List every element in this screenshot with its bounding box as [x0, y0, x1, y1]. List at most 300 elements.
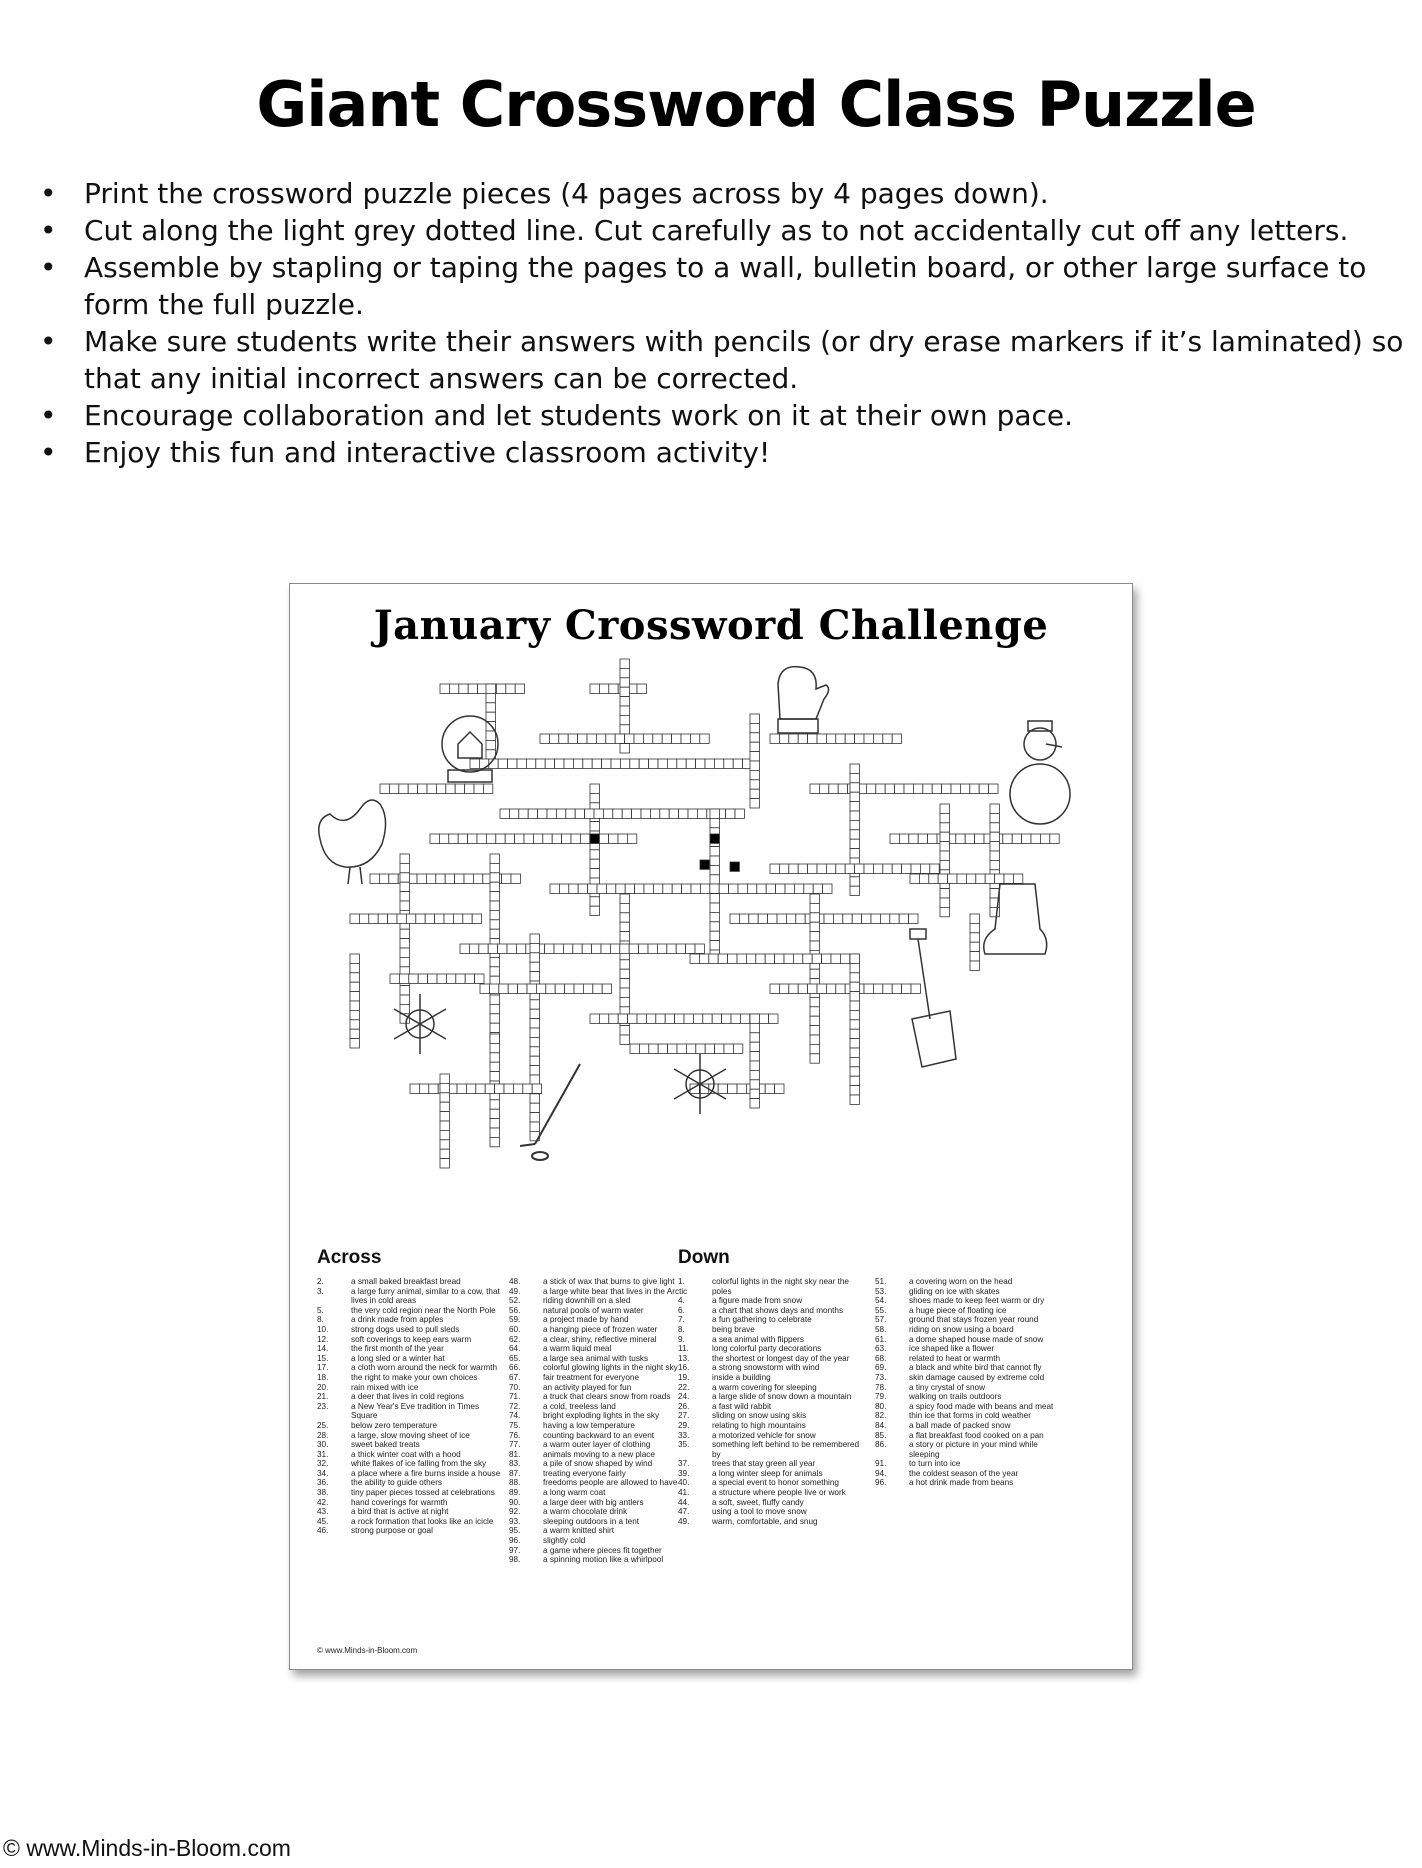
clue-text: trees that stay green all year	[712, 1459, 816, 1469]
clue-number: 89.	[509, 1488, 521, 1498]
clue-text: treating everyone fairly	[543, 1468, 626, 1478]
clue-number: 73.	[875, 1372, 887, 1382]
clue-text: relating to high mountains	[712, 1420, 806, 1430]
clue-number: 26.	[678, 1401, 690, 1411]
mitten-icon	[778, 667, 829, 733]
clue-item	[509, 1421, 699, 1431]
clue-number: 84.	[875, 1420, 887, 1430]
clue-number: 80.	[875, 1401, 887, 1411]
clue-text: a motorized vehicle for snow	[712, 1430, 816, 1440]
clue-text: walking on trails outdoors	[909, 1392, 1002, 1402]
clue-item	[509, 1488, 699, 1498]
clue-number: 60.	[509, 1324, 521, 1334]
clue-number: 13.	[678, 1353, 690, 1363]
clue-item	[509, 1363, 699, 1373]
clue-number: 58.	[875, 1324, 887, 1334]
clue-item	[317, 1459, 507, 1469]
clue-item	[509, 1507, 699, 1517]
clue-number: 9.	[678, 1334, 685, 1344]
clue-number: 23.	[317, 1401, 329, 1411]
clue-text: freedoms people are allowed to have	[543, 1478, 678, 1488]
clue-item	[317, 1469, 507, 1479]
clue-number: 88.	[509, 1478, 521, 1488]
clue-text: using a tool to move snow	[712, 1507, 807, 1517]
clue-text: sliding on snow using skis	[712, 1411, 807, 1421]
clue-text: a warm outer layer of clothing	[543, 1440, 651, 1450]
clue-item	[317, 1478, 507, 1488]
clue-number: 35.	[678, 1440, 690, 1450]
clue-number: 78.	[875, 1382, 887, 1392]
clue-number: 19.	[678, 1372, 690, 1382]
clue-item	[509, 1354, 699, 1364]
down-clue-column	[678, 1277, 868, 1526]
clue-number: 38.	[317, 1488, 329, 1498]
clue-text: natural pools of warm water	[543, 1305, 644, 1315]
clue-text: a warm liquid meal	[543, 1344, 612, 1354]
clue-text: a tiny crystal of snow	[909, 1382, 985, 1392]
clue-item	[509, 1383, 699, 1393]
clue-item	[678, 1363, 868, 1373]
clue-text: hand coverings for warmth	[351, 1497, 448, 1507]
clue-number: 56.	[509, 1305, 521, 1315]
clue-item	[509, 1335, 699, 1345]
clue-item	[317, 1421, 507, 1431]
clue-item	[317, 1488, 507, 1498]
clue-text: a strong snowstorm with wind	[712, 1363, 820, 1373]
clue-number: 62.	[509, 1334, 521, 1344]
clue-item	[317, 1498, 507, 1508]
clue-number: 64.	[509, 1344, 521, 1354]
clue-item	[678, 1402, 868, 1412]
clue-item	[509, 1440, 699, 1450]
clue-number: 82.	[875, 1411, 887, 1421]
clue-item	[875, 1277, 1065, 1287]
clue-item	[509, 1411, 699, 1421]
clue-text: a figure made from snow	[712, 1296, 803, 1306]
clue-item	[678, 1478, 868, 1488]
clue-number: 15.	[317, 1353, 329, 1363]
clue-text: shoes made to keep feet warm or dry	[909, 1296, 1045, 1306]
clue-number: 76.	[509, 1430, 521, 1440]
clue-number: 37.	[678, 1459, 690, 1469]
clue-number: 65.	[509, 1353, 521, 1363]
clue-item	[317, 1315, 507, 1325]
clue-text: the right to make your own choices	[351, 1372, 478, 1382]
clue-item	[317, 1287, 507, 1306]
clue-number: 6.	[678, 1305, 685, 1315]
clue-number: 24.	[678, 1392, 690, 1402]
clue-number: 10.	[317, 1324, 329, 1334]
clue-item	[875, 1440, 1065, 1459]
clue-number: 91.	[875, 1459, 887, 1469]
clue-item	[875, 1363, 1065, 1373]
clue-item	[875, 1383, 1065, 1393]
clue-text: a large white bear that lives in the Arctic	[543, 1286, 688, 1296]
clue-item	[875, 1287, 1065, 1297]
clue-text: a cold, treeless land	[543, 1401, 616, 1411]
clue-number: 85.	[875, 1430, 887, 1440]
clue-item	[317, 1450, 507, 1460]
instruction-item: • Print the crossword puzzle pieces (4 pages across by 4 pages down).	[38, 175, 1408, 212]
clue-item	[678, 1431, 868, 1441]
worksheet-title: January Crossword Challenge	[373, 602, 1049, 649]
clue-text: warm, comfortable, and snug	[712, 1516, 818, 1526]
clue-item	[317, 1431, 507, 1441]
clue-number: 61.	[875, 1334, 887, 1344]
clue-number: 72.	[509, 1401, 521, 1411]
clue-item	[678, 1306, 868, 1316]
clue-number: 54.	[875, 1296, 887, 1306]
clue-item	[875, 1354, 1065, 1364]
clue-text: a warm covering for sleeping	[712, 1382, 817, 1392]
instructions-list	[38, 175, 1408, 471]
clue-number: 93.	[509, 1516, 521, 1526]
clue-item	[678, 1517, 868, 1527]
clue-item	[678, 1488, 868, 1498]
clue-text: riding downhill on a sled	[543, 1296, 631, 1306]
clue-item	[509, 1526, 699, 1536]
instruction-item: • Enjoy this fun and interactive classroom activity!	[38, 434, 1408, 471]
crossword-grid	[290, 654, 1132, 1234]
across-heading: Across	[317, 1247, 382, 1268]
clue-item	[678, 1277, 868, 1296]
clue-text: a fast wild rabbit	[712, 1401, 772, 1411]
clue-number: 41.	[678, 1488, 690, 1498]
clue-item	[678, 1411, 868, 1421]
clue-item	[875, 1392, 1065, 1402]
clue-item	[875, 1469, 1065, 1479]
clue-number: 28.	[317, 1430, 329, 1440]
clue-text: a ball made of packed snow	[909, 1420, 1011, 1430]
clue-item	[678, 1392, 868, 1402]
clue-number: 27.	[678, 1411, 690, 1421]
clue-text: a long warm coat	[543, 1488, 606, 1498]
clue-text: a truck that clears snow from roads	[543, 1392, 671, 1402]
clue-text: gliding on ice with skates	[909, 1286, 1000, 1296]
clue-text: an activity played for fun	[543, 1382, 632, 1392]
down-heading: Down	[678, 1247, 730, 1268]
clue-number: 31.	[317, 1449, 329, 1459]
clue-item	[509, 1431, 699, 1441]
clue-text: a huge piece of floating ice	[909, 1305, 1007, 1315]
clue-text: ice shaped like a flower	[909, 1344, 995, 1354]
clue-number: 77.	[509, 1440, 521, 1450]
clue-text: a covering worn on the head	[909, 1277, 1013, 1286]
clue-text: a bird that is active at night	[351, 1507, 449, 1517]
clue-number: 20.	[317, 1382, 329, 1392]
instruction-item: • Cut along the light grey dotted line. Cut carefully as to not accidentally cut off any letters.	[38, 212, 1408, 249]
clue-item	[317, 1325, 507, 1335]
clue-text: a dome shaped house made of snow	[909, 1334, 1044, 1344]
clue-item	[678, 1498, 868, 1508]
clue-number: 90.	[509, 1497, 521, 1507]
clue-number: 25.	[317, 1420, 329, 1430]
clue-number: 49.	[678, 1516, 690, 1526]
clue-number: 11.	[678, 1344, 689, 1354]
clue-text: a sea animal with flippers	[712, 1334, 804, 1344]
clue-item	[678, 1507, 868, 1517]
rooster-icon	[319, 800, 386, 884]
clue-item	[509, 1287, 699, 1297]
clue-item	[509, 1315, 699, 1325]
clue-text: a structure where people live or work	[712, 1488, 846, 1498]
clue-item	[875, 1373, 1065, 1383]
clue-item	[509, 1277, 699, 1287]
clue-item	[678, 1354, 868, 1364]
clue-item	[317, 1402, 507, 1421]
clue-item	[678, 1344, 868, 1354]
clue-text: a warm knitted shirt	[543, 1526, 614, 1536]
clue-text: riding on snow using a board	[909, 1324, 1014, 1334]
clue-number: 70.	[509, 1382, 521, 1392]
clue-item	[678, 1383, 868, 1393]
clue-text: the ability to guide others	[351, 1478, 443, 1488]
clue-item	[509, 1306, 699, 1316]
clue-item	[317, 1344, 507, 1354]
clue-item	[875, 1431, 1065, 1441]
clue-number: 33.	[678, 1430, 690, 1440]
clue-number: 49.	[509, 1286, 521, 1296]
clue-item	[875, 1478, 1065, 1488]
clue-number: 48.	[509, 1277, 521, 1286]
clue-text: strong dogs used to pull sleds	[351, 1324, 460, 1334]
clue-item	[678, 1440, 868, 1459]
clue-text: a clear, shiny, reflective mineral	[543, 1334, 657, 1344]
clue-item	[509, 1344, 699, 1354]
clue-number: 74.	[509, 1411, 521, 1421]
page-copyright: © www.Minds-in-Bloom.com	[3, 1835, 291, 1861]
clue-number: 14.	[317, 1344, 329, 1354]
clue-number: 47.	[678, 1507, 690, 1517]
clue-text: sweet baked treats	[351, 1440, 420, 1450]
clue-item	[509, 1478, 699, 1488]
clue-item	[509, 1517, 699, 1527]
clue-item	[875, 1459, 1065, 1469]
clue-item	[509, 1392, 699, 1402]
clue-number: 66.	[509, 1363, 521, 1373]
clue-item	[317, 1354, 507, 1364]
clue-item	[317, 1373, 507, 1383]
clue-number: 42.	[317, 1497, 329, 1507]
hockey-stick-icon	[520, 1064, 580, 1160]
clue-text: below zero temperature	[351, 1420, 438, 1430]
clue-text: a hanging piece of frozen water	[543, 1324, 658, 1334]
clue-text: a place where a fire burns inside a house	[351, 1468, 501, 1478]
clue-number: 71.	[509, 1392, 521, 1402]
clue-text: a large sea animal with tusks	[543, 1353, 649, 1363]
clue-number: 83.	[509, 1459, 521, 1469]
clue-text: thin ice that forms in cold weather	[909, 1411, 1031, 1421]
clue-text: white flakes of ice falling from the sky	[351, 1459, 487, 1469]
clue-number: 63.	[875, 1344, 887, 1354]
clue-item	[509, 1555, 699, 1565]
clue-number: 46.	[317, 1526, 329, 1536]
clue-text: counting backward to an event	[543, 1430, 655, 1440]
clue-text: a deer that lives in cold regions	[351, 1392, 464, 1402]
clue-item	[509, 1546, 699, 1556]
clue-text: a long winter sleep for animals	[712, 1468, 823, 1478]
clue-number: 51.	[875, 1277, 887, 1286]
clue-number: 86.	[875, 1440, 887, 1450]
clue-text: a special event to honor something	[712, 1478, 839, 1488]
clue-text: a large slide of snow down a mountain	[712, 1392, 852, 1402]
clue-text: a thick winter coat with a hood	[351, 1449, 461, 1459]
clue-text: bright exploding lights in the sky	[543, 1411, 660, 1421]
clue-number: 34.	[317, 1468, 329, 1478]
clue-item	[317, 1517, 507, 1527]
clue-text: a drink made from apples	[351, 1315, 444, 1325]
snowman-icon	[1010, 721, 1070, 824]
instruction-item: • Encourage collaboration and let students work on it at their own pace.	[38, 397, 1408, 434]
clue-number: 59.	[509, 1315, 521, 1325]
clue-text: a hot drink made from beans	[909, 1478, 1014, 1488]
clue-item	[509, 1536, 699, 1546]
clue-number: 69.	[875, 1363, 887, 1373]
clue-text: a pile of snow shaped by wind	[543, 1459, 653, 1469]
clue-item	[317, 1335, 507, 1345]
clue-number: 81.	[509, 1449, 521, 1459]
clue-text: skin damage caused by extreme cold	[909, 1372, 1045, 1382]
clue-text: a long sled or a winter hat	[351, 1353, 445, 1363]
clue-number: 53.	[875, 1286, 887, 1296]
clue-number: 97.	[509, 1545, 521, 1555]
clue-text: a fun gathering to celebrate	[712, 1315, 812, 1325]
clue-text: a large deer with big antlers	[543, 1497, 644, 1507]
clue-text: a soft, sweet, fluffy candy	[712, 1497, 804, 1507]
clue-number: 45.	[317, 1516, 329, 1526]
clue-number: 87.	[509, 1468, 521, 1478]
clue-number: 8.	[317, 1315, 324, 1325]
page-title: Giant Crossword Class Puzzle	[256, 68, 1256, 141]
clue-number: 2.	[317, 1277, 324, 1286]
instruction-item: • Assemble by stapling or taping the pages to a wall, bulletin board, or other large surface to form the full puzzle.	[38, 249, 1408, 323]
clue-item	[509, 1469, 699, 1479]
clue-text: a small baked breakfast bread	[351, 1277, 461, 1286]
clue-text: sleeping outdoors in a tent	[543, 1516, 640, 1526]
clue-text: a large, slow moving sheet of ice	[351, 1430, 470, 1440]
clue-text: a large furry animal, similar to a cow, that lives in cold areas	[351, 1286, 500, 1306]
clue-number: 67.	[509, 1372, 521, 1382]
clue-text: a stick of wax that burns to give light	[543, 1277, 675, 1286]
clue-text: related to heat or warmth	[909, 1353, 1001, 1363]
down-clue-column	[875, 1277, 1065, 1488]
clue-item	[317, 1277, 507, 1287]
clue-number: 18.	[317, 1372, 329, 1382]
clue-text: having a low temperature	[543, 1420, 635, 1430]
clue-text: the first month of the year	[351, 1344, 444, 1354]
clue-item	[509, 1325, 699, 1335]
clue-text: colorful lights in the night sky near the poles	[712, 1277, 849, 1296]
clue-item	[875, 1315, 1065, 1325]
clue-number: 36.	[317, 1478, 329, 1488]
clue-item	[509, 1373, 699, 1383]
clue-text: soft coverings to keep ears warm	[351, 1334, 472, 1344]
clue-number: 29.	[678, 1420, 690, 1430]
clue-item	[317, 1383, 507, 1393]
clue-text: being brave	[712, 1324, 755, 1334]
clue-item	[317, 1526, 507, 1536]
clue-text: tiny paper pieces tossed at celebrations	[351, 1488, 495, 1498]
clue-number: 55.	[875, 1305, 887, 1315]
clue-text: the coldest season of the year	[909, 1468, 1019, 1478]
clue-text: slightly cold	[543, 1536, 586, 1546]
clue-item	[678, 1459, 868, 1469]
clue-item	[875, 1306, 1065, 1316]
clue-number: 7.	[678, 1315, 685, 1325]
clue-number: 96.	[509, 1536, 521, 1546]
clue-number: 43.	[317, 1507, 329, 1517]
clue-number: 98.	[509, 1555, 521, 1565]
clue-text: a spinning motion like a whirlpool	[543, 1555, 664, 1565]
clue-text: a warm chocolate drink	[543, 1507, 628, 1517]
clue-number: 8.	[678, 1324, 685, 1334]
clue-text: a cloth worn around the neck for warmth	[351, 1363, 498, 1373]
clue-text: a New Year's Eve tradition in Times Square	[351, 1401, 480, 1421]
clue-item	[678, 1335, 868, 1345]
clue-number: 44.	[678, 1497, 690, 1507]
clue-text: strong purpose or goal	[351, 1526, 433, 1536]
clue-number: 79.	[875, 1392, 887, 1402]
clue-number: 12.	[317, 1334, 329, 1344]
clue-item	[678, 1373, 868, 1383]
clue-text: ground that stays frozen year round	[909, 1315, 1039, 1325]
clue-item	[678, 1315, 868, 1325]
clue-item	[509, 1296, 699, 1306]
clue-number: 3.	[317, 1286, 324, 1296]
crossword-worksheet-preview	[289, 583, 1133, 1670]
clue-item	[875, 1344, 1065, 1354]
clue-item	[509, 1459, 699, 1469]
clue-item	[678, 1296, 868, 1306]
clue-text: a black and white bird that cannot fly	[909, 1363, 1042, 1373]
clue-number: 21.	[317, 1392, 329, 1402]
clue-number: 57.	[875, 1315, 887, 1325]
clue-number: 75.	[509, 1420, 521, 1430]
clue-number: 22.	[678, 1382, 690, 1392]
clue-text: a spicy food made with beans and meat	[909, 1401, 1054, 1411]
clue-number: 1.	[678, 1277, 685, 1286]
clue-number: 96.	[875, 1478, 887, 1488]
clue-item	[875, 1421, 1065, 1431]
clue-number: 17.	[317, 1363, 329, 1373]
clue-number: 68.	[875, 1353, 887, 1363]
clue-text: a story or picture in your mind while sleeping	[909, 1440, 1038, 1459]
clue-text: a project made by hand	[543, 1315, 629, 1325]
shovel-icon	[910, 929, 956, 1067]
clue-text: a flat breakfast food cooked on a pan	[909, 1430, 1044, 1440]
clue-text: fair treatment for everyone	[543, 1372, 640, 1382]
clue-number: 40.	[678, 1478, 690, 1488]
clue-number: 5.	[317, 1305, 324, 1315]
clue-item	[317, 1392, 507, 1402]
clue-number: 52.	[509, 1296, 521, 1306]
clue-item	[875, 1335, 1065, 1345]
clue-item	[317, 1363, 507, 1373]
clue-number: 94.	[875, 1468, 887, 1478]
clue-number: 16.	[678, 1363, 690, 1373]
clue-text: something left behind to be remembered by	[712, 1440, 860, 1459]
clue-item	[875, 1411, 1065, 1421]
across-clue-column	[509, 1277, 699, 1565]
worksheet-copyright: © www.Minds-in-Bloom.com	[317, 1646, 418, 1655]
across-clue-column	[317, 1277, 507, 1536]
clue-item	[509, 1498, 699, 1508]
clue-text: colorful glowing lights in the night sky	[543, 1363, 678, 1373]
clue-number: 92.	[509, 1507, 521, 1517]
clue-text: a chart that shows days and months	[712, 1305, 844, 1315]
clue-item	[678, 1469, 868, 1479]
clue-item	[509, 1450, 699, 1460]
